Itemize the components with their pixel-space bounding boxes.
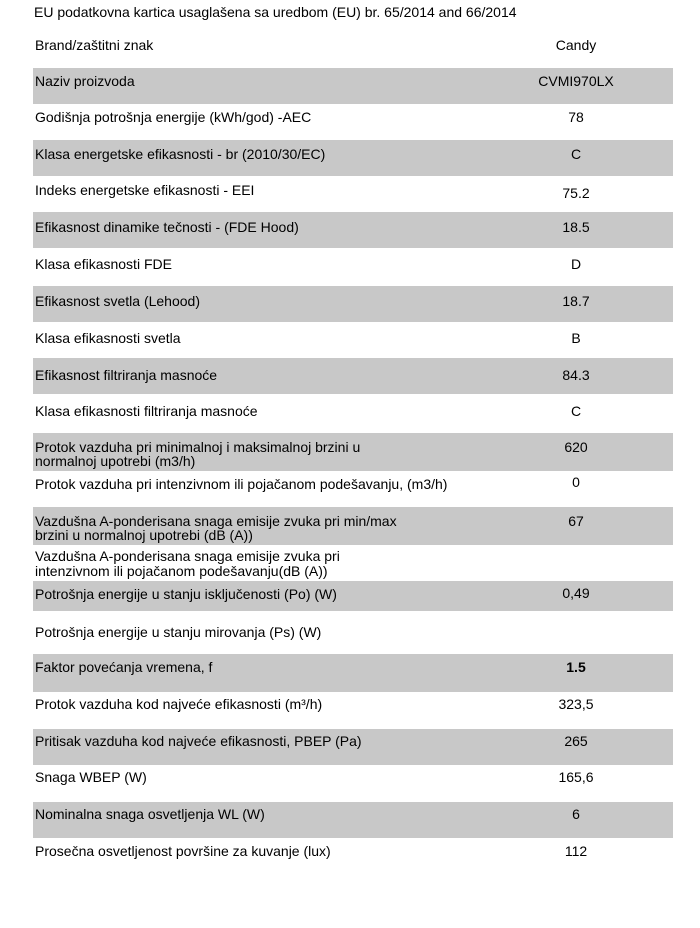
document-title: EU podatkovna kartica usaglašena sa uredbom (EU) br. 65/2014 and 66/2014 [34,4,517,20]
row-label: Protok vazduha pri intenzivnom ili pojačanom podešavanju, (m3/h) [35,476,448,492]
table-row [33,322,673,358]
row-value: 18.7 [562,293,590,309]
table-row [33,286,673,322]
table-row [33,248,673,284]
table-row [33,176,673,212]
row-value: C [570,403,582,419]
row-label: Klasa efikasnosti FDE [35,256,172,272]
row-value: 0,49 [562,585,590,601]
table-row [33,692,673,728]
row-label: Potrošnja energije u stanju isključenosti (Po) (W) [35,586,337,602]
row-label: Pritisak vazduha kod najveće efikasnosti, PBEP (Pa) [35,733,362,749]
table-row [33,212,673,248]
row-label: Efikasnost dinamike tečnosti - (FDE Hood) [35,219,299,235]
table-row [33,802,673,838]
row-label-continued: intenzivnom ili pojačanom podešavanju(dB (A)) [35,563,328,579]
row-value: CVMI970LX [538,73,614,89]
row-value: D [570,256,582,272]
table-row [33,394,673,432]
row-label-continued: brzini u normalnoj upotrebi (dB (A)) [35,527,253,543]
row-label-continued: normalnoj upotrebi (m3/h) [35,453,196,469]
table-row [33,433,673,471]
row-label: Protok vazduha kod najveće efikasnosti (m³/h) [35,696,323,712]
table-row [33,358,673,394]
row-value: 75.2 [562,185,590,201]
row-label: Snaga WBEP (W) [35,769,147,785]
table-row [33,765,673,802]
row-value: 265 [564,733,588,749]
row-label: Vazdušna A-ponderisana snaga emisije zvuka pri [35,548,340,564]
row-value: 0 [572,474,580,490]
table-row [33,838,673,874]
table-row [33,545,673,581]
row-label: Naziv proizvoda [35,73,135,89]
table-row [33,471,673,507]
table-row [33,104,673,140]
row-label: Efikasnost filtriranja masnoće [35,367,218,383]
row-label: Klasa energetske efikasnosti - br (2010/30/EC) [35,146,326,162]
row-label: Faktor povećanja vremena, f [35,659,213,675]
table-row [33,30,673,66]
row-label: Godišnja potrošnja energije (kWh/god) -AEC [35,109,312,125]
row-label: Nominalna snaga osvetljenja WL (W) [35,806,265,822]
row-value: B [571,330,581,346]
row-value: 18.5 [562,219,590,235]
table-row [33,729,673,765]
row-value: 78 [568,109,584,125]
row-label: Vazdušna A-ponderisana snaga emisije zvuka pri min/max [35,513,397,529]
table-row [33,581,673,611]
row-value: 165,6 [558,769,594,785]
row-value: 620 [564,439,588,455]
row-value: 112 [564,843,588,859]
row-label: Efikasnost svetla (Lehood) [35,293,200,309]
table-row [33,68,673,104]
row-label: Prosečna osvetljenost površine za kuvanje (lux) [35,843,331,859]
row-label: Klasa efikasnosti filtriranja masnoće [35,403,258,419]
row-value: 1.5 [566,659,586,675]
row-value: 323,5 [558,696,594,712]
table-row [33,654,673,692]
table-row [33,140,673,176]
table-row [33,507,673,545]
row-label: Potrošnja energije u stanju mirovanja (Ps) (W) [35,624,322,640]
row-value: Candy [555,37,597,53]
row-value: C [570,146,582,162]
row-label: Brand/zaštitni znak [35,37,154,53]
row-label: Indeks energetske efikasnosti - EEI [35,182,255,198]
table-row [33,611,673,653]
row-value: 84.3 [562,367,590,383]
row-value: 6 [572,806,580,822]
row-label: Klasa efikasnosti svetla [35,330,181,346]
row-value: 67 [568,513,584,529]
row-label: Protok vazduha pri minimalnoj i maksimalnoj brzini u [35,439,361,455]
